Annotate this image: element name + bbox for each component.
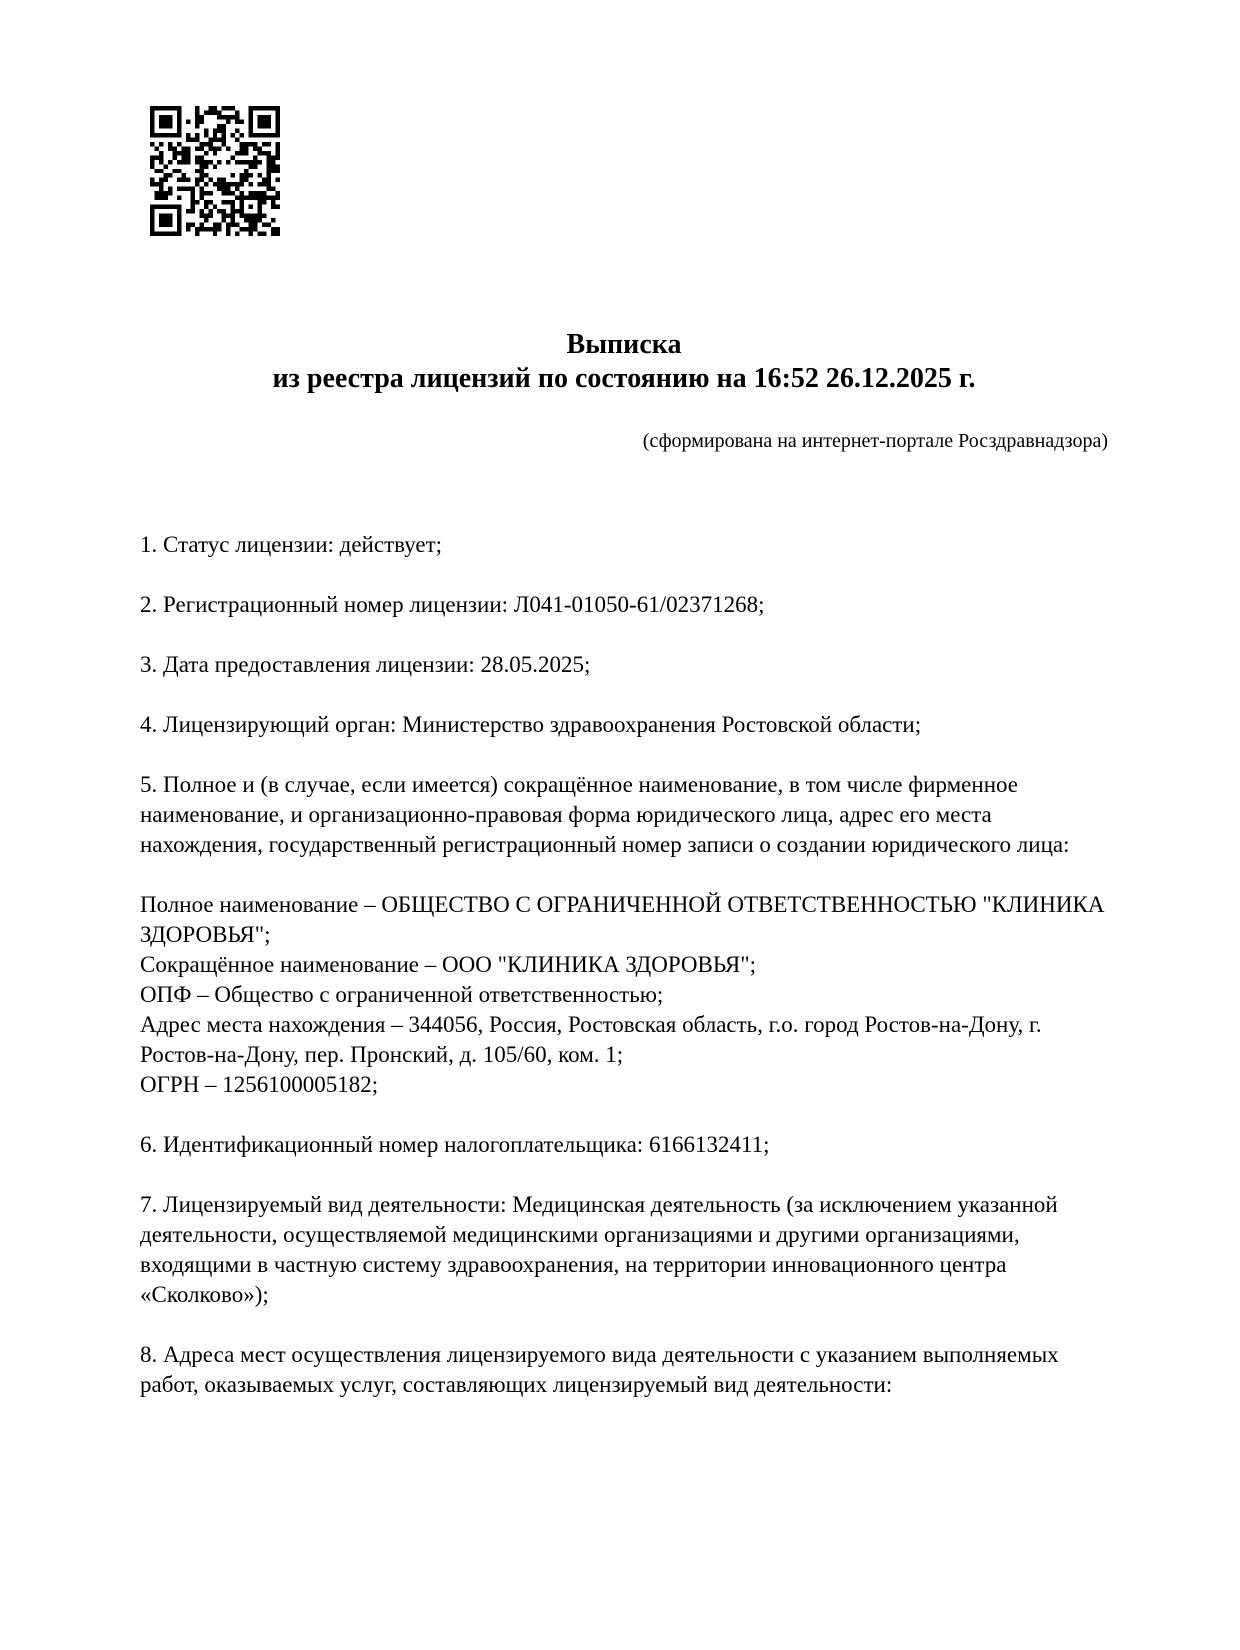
paragraph-taxpayer-number: 6. Идентификационный номер налогоплательщика: 6166132411; bbox=[140, 1132, 770, 1157]
paragraph-registration-number: 2. Регистрационный номер лицензии: Л041-01050-61/02371268; bbox=[140, 592, 765, 617]
paragraph-grant-date: 3. Дата предоставления лицензии: 28.05.2025; bbox=[140, 652, 591, 677]
company-ogrn: ОГРН – 1256100005182; bbox=[140, 1072, 379, 1097]
company-legal-form: ОПФ – Общество с ограниченной ответственностью; bbox=[140, 982, 664, 1007]
title-line-2: из реестра лицензий по состоянию на 16:52 26.12.2025 г. bbox=[272, 363, 976, 394]
generated-note: (сформирована на интернет-портале Росздравнадзора) bbox=[642, 430, 1108, 452]
company-details-block bbox=[140, 890, 1108, 1100]
company-full-name: Полное наименование – ОБЩЕСТВО С ОГРАНИЧЕННОЙ ОТВЕТСТВЕННОСТЬЮ "КЛИНИКА ЗДОРОВЬЯ"; bbox=[140, 892, 1105, 947]
title-line-1: Выписка bbox=[566, 329, 682, 360]
document-body bbox=[140, 530, 1108, 1400]
company-address: Адрес места нахождения – 344056, Россия, Ростовская область, г.о. город Ростов-на-Дону, г. Ростов-на-Дону, пер. Пронский, д. 105/60, ком. 1; bbox=[140, 1012, 1042, 1067]
document-title bbox=[140, 328, 1108, 396]
paragraph-licensing-authority: 4. Лицензирующий орган: Министерство здравоохранения Ростовской области; bbox=[140, 712, 922, 737]
document-content bbox=[140, 0, 1108, 1430]
paragraph-license-status: 1. Статус лицензии: действует; bbox=[140, 532, 443, 557]
paragraph-activity-addresses: 8. Адреса мест осуществления лицензируемого вида деятельности с указанием выполняемых работ, оказываемых услуг, составляющих лицензируемый вид деятельности: bbox=[140, 1342, 1059, 1397]
company-short-name: Сокращённое наименование – ООО "КЛИНИКА ЗДОРОВЬЯ"; bbox=[140, 952, 756, 977]
paragraph-licensed-activity: 7. Лицензируемый вид деятельности: Медицинская деятельность (за исключением указанной деятельности, осуществляемой медицинскими организациями и другими организациями, входящими в частную систему здравоохранения, на территории инновационного центра «Сколково»); bbox=[140, 1192, 1058, 1307]
paragraph-names-intro: 5. Полное и (в случае, если имеется) сокращённое наименование, в том числе фирменное наименование, и организационно-правовая форма юридического лица, адрес его места нахождения, государственный регистрационный номер записи о создании юридического лица: bbox=[140, 772, 1070, 857]
